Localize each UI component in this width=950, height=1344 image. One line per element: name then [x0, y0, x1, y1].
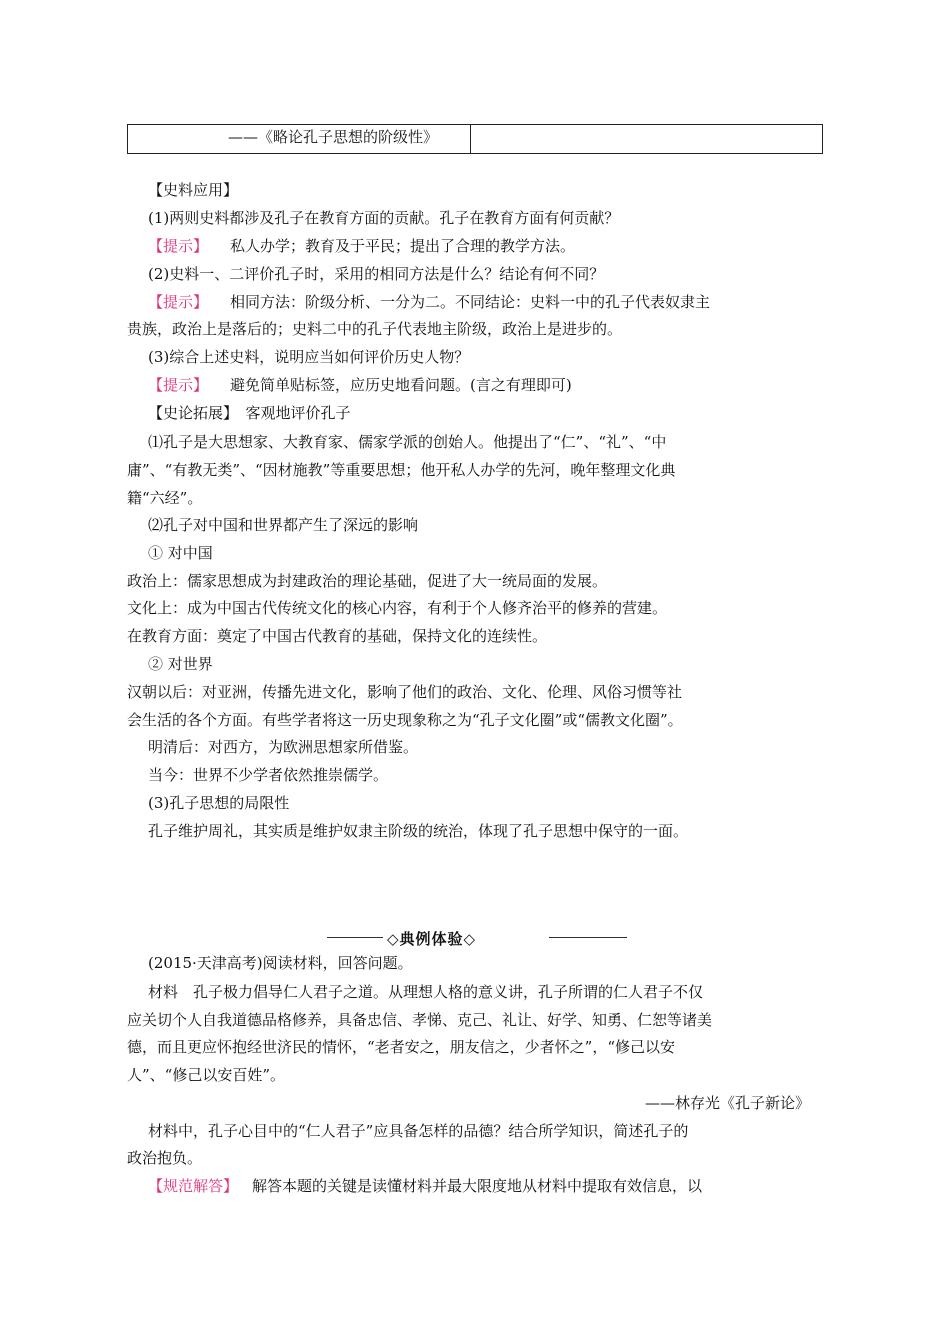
paragraph-1: ⑴孔子是大思想家、大教育家、儒家学派的创始人。他提出了“仁”、“礼”、“中 [148, 433, 667, 451]
example-question: 材料中，孔子心目中的“仁人君子”应具备怎样的品德？结合所学知识，简述孔子的 [148, 1122, 689, 1140]
section-heading-shiliao: 【史料应用】 [148, 181, 239, 199]
answer-2-text: 相同方法：阶级分析、一分为二。不同结论：史料一中的孔子代表奴隶主 [230, 293, 711, 311]
paragraph-3: (3)孔子思想的局限性 [148, 794, 290, 812]
answer-2-continued: 贵族，政治上是落后的；史料二中的孔子代表地主阶级，政治上是进步的。 [127, 320, 623, 338]
hint-tag: 【提示】 [148, 237, 209, 255]
answer-text: 解答本题的关键是读懂材料并最大限度地从材料中提取有效信息，以 [252, 1177, 703, 1195]
world-han: 汉朝以后：对亚洲，传播先进文化，影响了他们的政治、文化、伦理、风俗习惯等社 [127, 683, 683, 701]
paragraph-3-text: 孔子维护周礼，其实质是维护奴隶主阶级的统治，体现了孔子思想中保守的一面。 [148, 822, 689, 840]
section-heading-tuozhan: 【史论拓展】 客观地评价孔子 [148, 404, 351, 422]
answer-1-text: 私人办学；教育及于平民；提出了合理的教学方法。 [230, 237, 576, 255]
answer-3 [148, 375, 572, 395]
answer-1 [148, 236, 575, 256]
example-source: (2015·天津高考)阅读材料，回答问题。 [148, 954, 413, 972]
china-heading: ① 对中国 [148, 544, 213, 562]
china-politics: 政治上：儒家思想成为封建政治的理论基础，促进了大一统局面的发展。 [127, 572, 608, 590]
source-citation-table [127, 124, 823, 154]
example-question-continued: 政治抱负。 [127, 1149, 203, 1167]
world-han-continued: 会生活的各个方面。有些学者将这一历史现象称之为“孔子文化圈”或“儒教文化圈”。 [127, 711, 683, 729]
material-attribution: ——林存光《孔子新论》 [644, 1094, 810, 1112]
answer-tag: 【规范解答】 [148, 1177, 239, 1195]
hint-tag: 【提示】 [148, 376, 209, 394]
world-heading: ② 对世界 [148, 655, 213, 673]
hint-tag: 【提示】 [148, 293, 209, 311]
china-education: 在教育方面：奠定了中国古代教育的基础，保持文化的连续性。 [127, 627, 548, 645]
material-text-4: 人”、“修己以安百姓”。 [127, 1066, 286, 1084]
china-culture: 文化上：成为中国古代传统文化的核心内容，有利于个人修齐治平的修养的营建。 [127, 599, 668, 617]
question-1: (1)两则史料都涉及孔子在教育方面的贡献。孔子在教育方面有何贡献？ [148, 209, 620, 227]
empty-table-cell [471, 125, 822, 153]
example-divider [327, 928, 627, 948]
example-title: ◇典例体验◇ [387, 930, 477, 948]
divider-line-left [327, 937, 383, 938]
world-mingqing: 明清后：对西方，为欧洲思想家所借鉴。 [148, 738, 419, 756]
material-text-2: 应关切个人自我道德品格修养，具备忠信、孝悌、克己、礼让、好学、知勇、仁恕等诸美 [127, 1011, 713, 1029]
paragraph-2: ⑵孔子对中国和世界都产生了深远的影响 [148, 516, 419, 534]
paragraph-1-end: 籍“六经”。 [127, 489, 203, 507]
answer-3-text: 避免简单贴标签，应历史地看问题。(言之有理即可) [230, 376, 572, 394]
divider-line-right [549, 937, 627, 938]
question-2: (2)史料一、二评价孔子时，采用的相同方法是什么？结论有何不同？ [148, 265, 605, 283]
paragraph-1-continued: 庸”、“有教无类”、“因材施教”等重要思想；他开私人办学的先河，晚年整理文化典 [127, 461, 676, 479]
question-3: (3)综合上述史料，说明应当如何评价历史人物？ [148, 348, 470, 366]
world-now: 当今：世界不少学者依然推崇儒学。 [148, 766, 389, 784]
material-text-3: 德，而且更应怀抱经世济民的情怀，“老者安之，朋友信之，少者怀之”，“修己以安 [127, 1038, 676, 1056]
material-text: 材料 孔子极力倡导仁人君子之道。从理想人格的意义讲，孔子所谓的仁人君子不仅 [148, 983, 704, 1001]
source-citation-cell: ——《略论孔子思想的阶级性》 [128, 125, 471, 153]
answer-2 [148, 292, 710, 312]
standard-answer [148, 1176, 702, 1196]
